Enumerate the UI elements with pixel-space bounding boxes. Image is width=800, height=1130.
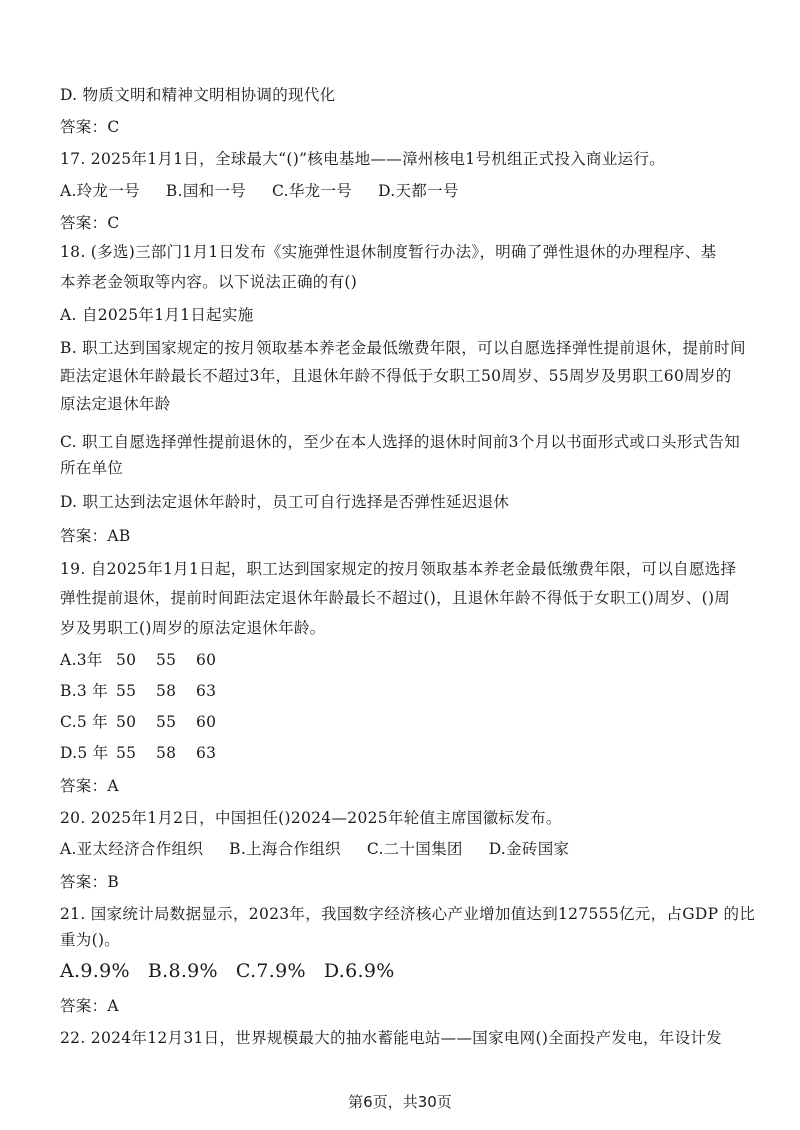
answer-18: 答案：AB	[60, 527, 131, 545]
option-value: 63	[196, 682, 217, 700]
question-21-line1: 21. 国家统计局数据显示，2023年，我国数字经济核心产业增加值达到127555亿元，占GDP 的比	[60, 905, 756, 923]
option-b: B.国和一号	[165, 182, 247, 200]
option-value: 55	[156, 713, 177, 731]
question-19-option-a	[60, 649, 216, 671]
option-value: 63	[196, 744, 217, 762]
question-18-option-c-line2: 所在单位	[60, 459, 124, 477]
option-label: C.5 年	[60, 713, 109, 731]
option-c: C.华龙一号	[272, 182, 353, 200]
question-19-option-b	[60, 680, 216, 702]
question-17-options	[60, 180, 485, 202]
option-d: D.金砖国家	[488, 840, 570, 858]
question-22: 22. 2024年12月31日，世界规模最大的抽水蓄能电站——国家电网()全面投产发电，年设计发	[60, 1029, 722, 1047]
option-b: B.上海合作组织	[229, 840, 341, 858]
question-18-line2: 本养老金领取等内容。以下说法正确的有()	[60, 273, 358, 291]
question-18-option-b-line1: B. 职工达到国家规定的按月领取基本养老金最低缴费年限，可以自愿选择弹性提前退休，提前时间	[60, 339, 746, 357]
option-c: C.二十国集团	[366, 840, 463, 858]
answer-17: 答案：C	[60, 214, 120, 232]
question-19-line1: 19. 自2025年1月1日起，职工达到国家规定的按月领取基本养老金最低缴费年限，可以自愿选择	[60, 560, 737, 578]
question-19-option-c	[60, 711, 216, 733]
question-18-option-a: A. 自2025年1月1日起实施	[60, 306, 254, 324]
option-a: A.玲龙一号	[60, 182, 140, 200]
question-18-option-b-line3: 原法定退休年龄	[60, 395, 171, 413]
option-value: 58	[156, 744, 177, 762]
option-a: A.9.9%	[60, 960, 130, 982]
question-21-options	[60, 960, 413, 982]
option-label: B.3 年	[60, 682, 109, 700]
option-value: 55	[116, 682, 137, 700]
question-19-line3: 岁及男职工()周岁的原法定退休年龄。	[60, 619, 326, 637]
option-d: D.天都一号	[378, 182, 459, 200]
answer-21: 答案：A	[60, 997, 119, 1015]
option-value: 55	[116, 744, 137, 762]
option-b: B.8.9%	[147, 960, 218, 982]
question-18-option-d: D. 职工达到法定退休年龄时，员工可自行选择是否弹性延迟退休	[60, 493, 510, 511]
option-d: D.6.9%	[323, 960, 395, 982]
option-label: D.5 年	[60, 744, 109, 762]
question-20-options	[60, 838, 595, 860]
question-18-line1: 18. (多选)三部门1月1日发布《实施弹性退休制度暂行办法》，明确了弹性退休的办理程序、基	[60, 243, 717, 261]
question-17: 17. 2025年1月1日，全球最大“()”核电基地——漳州核电1号机组正式投入商业运行。	[60, 150, 666, 168]
option-value: 55	[156, 651, 177, 669]
option-label: A.3年	[60, 651, 103, 669]
page-number: 第6页，共30页	[348, 1093, 452, 1111]
question-19-option-d	[60, 742, 216, 764]
option-value: 58	[156, 682, 177, 700]
question-21-line2: 重为()。	[60, 931, 121, 949]
option-value: 50	[116, 713, 137, 731]
option-a: A.亚太经济合作组织	[60, 840, 204, 858]
question-18-option-b-line2: 距法定退休年龄最长不超过3年，且退休年龄不得低于女职工50周岁、55周岁及男职工60周岁的	[60, 367, 732, 385]
option-text: D. 物质文明和精神文明相协调的现代化	[60, 86, 336, 104]
option-value: 60	[196, 713, 217, 731]
answer-20: 答案：B	[60, 873, 120, 891]
question-19-line2: 弹性提前退休，提前时间距法定退休年龄最长不超过()，且退休年龄不得低于女职工()周岁、()周	[60, 589, 731, 607]
question-20: 20. 2025年1月2日，中国担任()2024—2025年轮值主席国徽标发布。	[60, 809, 562, 827]
option-c: C.7.9%	[235, 960, 306, 982]
answer-text: 答案：C	[60, 118, 120, 136]
answer-19: 答案：A	[60, 777, 119, 795]
option-value: 60	[196, 651, 217, 669]
question-18-option-c-line1: C. 职工自愿选择弹性提前退休的，至少在本人选择的退休时间前3个月以书面形式或口头形式告知	[60, 433, 741, 451]
option-value: 50	[116, 651, 137, 669]
